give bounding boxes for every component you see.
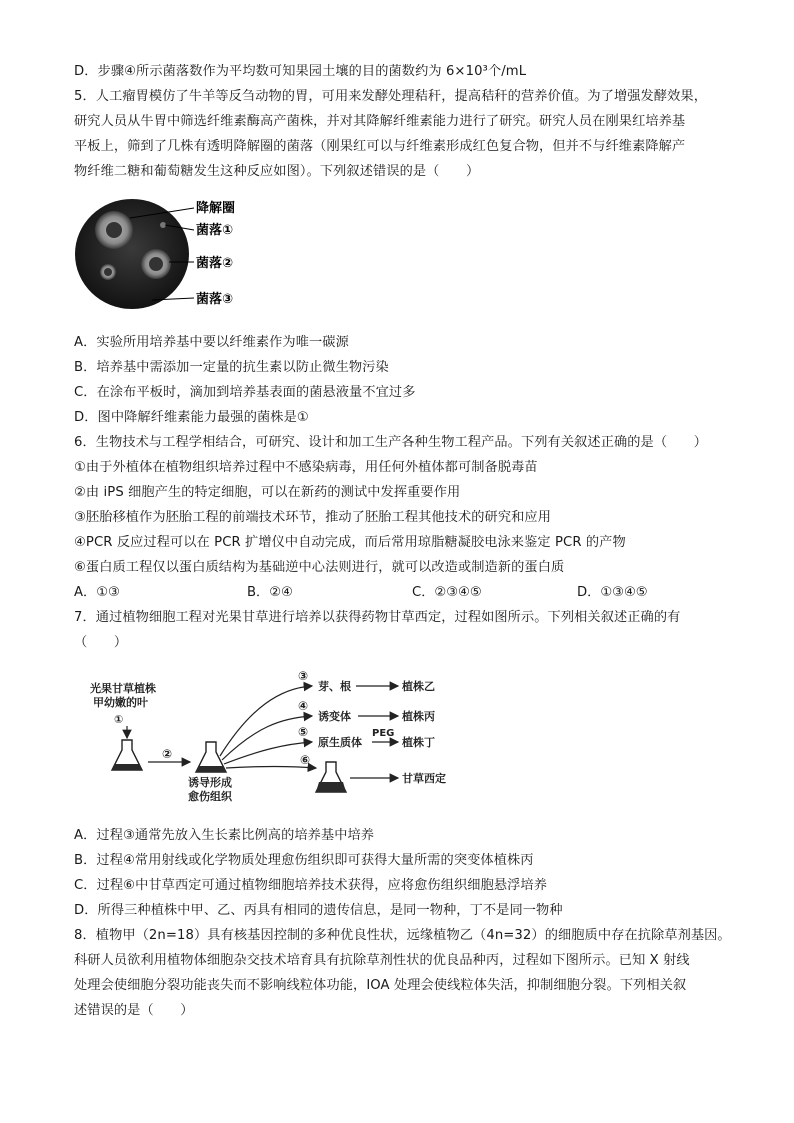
q6-stem: 6．生物技术与工程学相结合，可研究、设计和加工生产各种生物工程产品。下列有关叙述正确的是（ ） <box>74 435 707 450</box>
q6-item-3: ③胚胎移植作为胚胎工程的前端技术环节，推动了胚胎工程其他技术的研究和应用 <box>74 510 551 525</box>
q7-option-c: C．过程⑥中甘草西定可通过植物细胞培养技术获得，应将愈伤组织细胞悬浮培养 <box>74 878 548 893</box>
q6-item-2: ②由 iPS 细胞产生的特定细胞，可以在新药的测试中发挥重要作用 <box>74 485 461 500</box>
q6-choice-a: A．①③ <box>74 585 120 600</box>
q6-choice-b: B．②④ <box>247 585 293 600</box>
product-3: 芽、根 <box>318 680 351 693</box>
step-3-number: ③ <box>298 669 309 683</box>
step-5-number: ⑤ <box>298 725 309 739</box>
q5-option-b: B．培养基中需添加一定量的抗生素以防止微生物污染 <box>74 360 389 375</box>
step-1-number: ① <box>114 713 124 726</box>
q8-stem-line-3: 处理会使细胞分裂功能丧失而不影响线粒体功能，IOA 处理会使线粒体失活，抑制细胞分裂。下列相关叙 <box>74 978 687 993</box>
q5-stem-line-2: 研究人员从牛胃中筛选纤维素酶高产菌株，并对其降解纤维素能力进行了研究。研究人员在刚果红培养基 <box>74 114 686 129</box>
q7-option-a: A．过程③通常先放入生长素比例高的培养基中培养 <box>74 828 375 843</box>
result-4: 植株丙 <box>402 710 435 723</box>
q8-stem-line-1: 8．植物甲（2n=18）具有核基因控制的多种优良性状，远缘植物乙（4n=32）的细胞质中存在抗除草剂基因。 <box>74 928 731 943</box>
result-5: 植株丁 <box>402 736 435 749</box>
q7-option-b: B．过程④常用射线或化学物质处理愈伤组织即可获得大量所需的突变体植株丙 <box>74 853 534 868</box>
q5-stem-line-3: 平板上，筛到了几株有透明降解圈的菌落（刚果红可以与纤维素形成红色复合物，但并不与纤维素降解产 <box>74 139 686 154</box>
colony-2 <box>149 257 163 271</box>
q7-paren: （ ） <box>74 635 128 650</box>
q8-stem-line-2: 科研人员欲利用植物体细胞杂交技术培育具有抗除草剂性状的优良品种丙，过程如下图所示。已知 X 射线 <box>74 953 690 968</box>
result-6: 甘草西定 <box>402 772 446 785</box>
callus-label-1: 诱导形成 <box>188 776 232 789</box>
peg-label: PEG <box>372 728 395 739</box>
q8-stem-line-4: 述错误的是（ ） <box>74 1003 194 1018</box>
q7-process-diagram <box>80 668 480 808</box>
step-4-number: ④ <box>298 699 309 713</box>
q4-option-d: D．步骤④所示菌落数作为平均数可知果园土壤的目的菌数约为 6×10³个/mL <box>74 64 527 79</box>
label-colony-3: 菌落③ <box>196 292 234 307</box>
product-4: 诱变体 <box>318 710 351 723</box>
product-5: 原生质体 <box>318 736 362 749</box>
step-2-number: ② <box>162 747 173 761</box>
colony-1 <box>106 222 122 238</box>
leaf-label-2: 甲幼嫩的叶 <box>93 696 148 709</box>
step-6-number: ⑥ <box>300 753 311 767</box>
petri-dish <box>75 199 189 309</box>
q5-option-c: C．在涂布平板时，滴加到培养基表面的菌悬液量不宜过多 <box>74 385 416 400</box>
label-colony-1: 菌落① <box>196 223 234 238</box>
callus-label-2: 愈伤组织 <box>188 790 232 803</box>
leaf-label-1: 光果甘草植株 <box>90 682 156 695</box>
q5-option-d: D．图中降解纤维素能力最强的菌株是① <box>74 410 309 425</box>
q5-option-a: A．实验所用培养基中要以纤维素作为唯一碳源 <box>74 335 349 350</box>
result-3: 植株乙 <box>402 680 435 693</box>
q6-choice-c: C．②③④⑤ <box>412 585 482 600</box>
q6-choice-d: D．①③④⑤ <box>577 585 648 600</box>
colony-small <box>104 268 112 276</box>
q6-item-1: ①由于外植体在植物组织培养过程中不感染病毒，用任何外植体都可制备脱毒苗 <box>74 460 538 475</box>
q6-item-6: ⑥蛋白质工程仅以蛋白质结构为基础逆中心法则进行，就可以改造或制造新的蛋白质 <box>74 560 565 575</box>
q5-petri-dish-figure <box>70 196 260 314</box>
label-ring: 降解圈 <box>196 201 236 216</box>
q5-stem-line-1: 5．人工瘤胃模仿了牛羊等反刍动物的胃，可用来发酵处理秸秆，提高秸秆的营养价值。为了增强发酵效果， <box>74 89 707 104</box>
q6-item-4: ④PCR 反应过程可以在 PCR 扩增仪中自动完成，而后常用琼脂糖凝胶电泳来鉴定 PCR 的产物 <box>74 535 626 550</box>
label-colony-2: 菌落② <box>196 256 234 271</box>
q7-option-d: D．所得三种植株中甲、乙、丙具有相同的遗传信息，是同一物种，丁不是同一物种 <box>74 903 563 918</box>
q7-stem: 7．通过植物细胞工程对光果甘草进行培养以获得药物甘草西定，过程如图所示。下列相关叙述正确的有 <box>74 610 681 625</box>
q5-stem-line-4: 物纤维二糖和葡萄糖发生这种反应如图）。下列叙述错误的是（ ） <box>74 164 480 179</box>
